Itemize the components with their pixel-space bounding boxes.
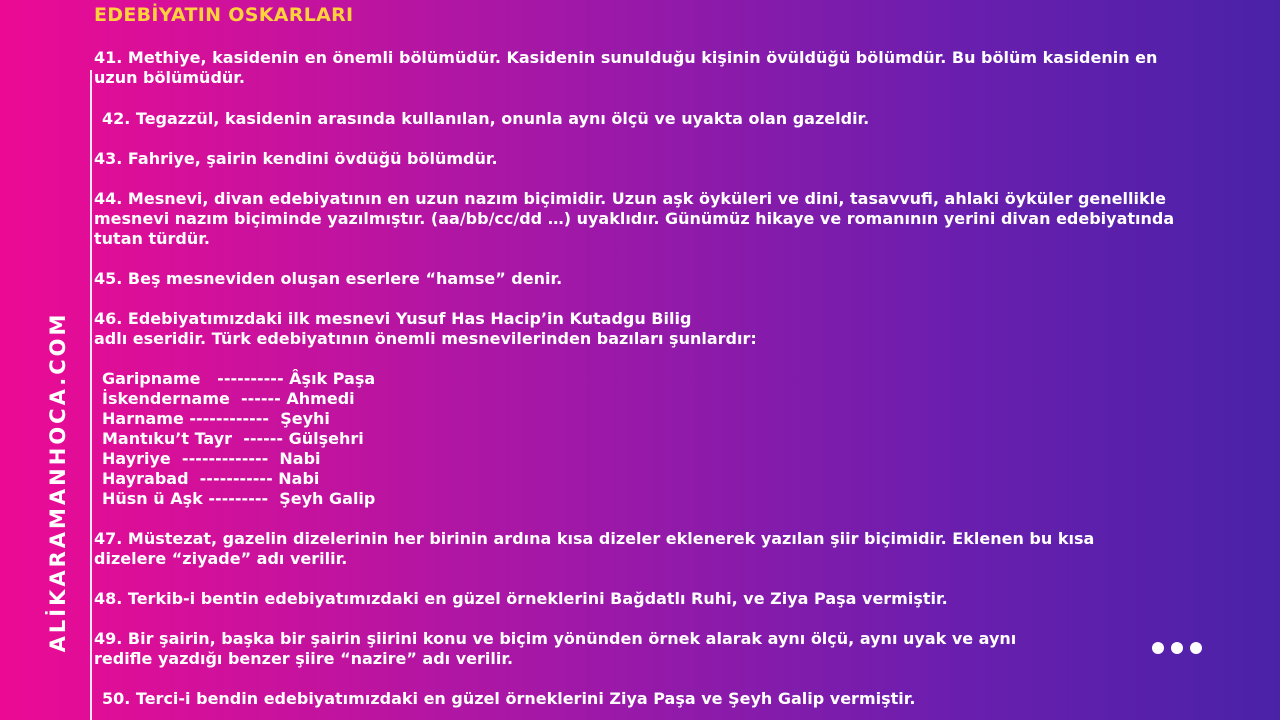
mesnevi-pair: Hüsn ü Aşk --------- Şeyh Galip: [102, 489, 376, 508]
item-44-line-2: mesnevi nazım biçiminde yazılmıştır. (aa/bb/cc/dd …) uyaklıdır. Günümüz hikaye ve romanının yerini divan edebiyatında: [94, 209, 1175, 228]
dot-icon: [1152, 642, 1164, 654]
item-47-line-2: dizelere “ziyade” adı verilir.: [94, 549, 348, 568]
page-title: EDEBİYATIN OSKARLARI: [94, 4, 354, 26]
mesnevi-pair: İskendername ------ Ahmedi: [102, 389, 355, 408]
dot-icon: [1190, 642, 1202, 654]
item-44-line-1: 44. Mesnevi, divan edebiyatının en uzun nazım biçimidir. Uzun aşk öyküleri ve dini, tasavvufi, ahlaki öyküler genellikle: [94, 189, 1166, 208]
item-48: 48. Terkib-i bentin edebiyatımızdaki en güzel örneklerini Bağdatlı Ruhi, ve Ziya Paşa vermiştir.: [94, 589, 948, 608]
site-watermark: ALİKARAMANHOCA.COM: [46, 311, 70, 653]
item-49-line-1: 49. Bir şairin, başka bir şairin şiirini konu ve biçim yönünden örnek alarak aynı ölçü, aynı uyak ve aynı: [94, 629, 1017, 648]
item-42: 42. Tegazzül, kasidenin arasında kullanılan, onunla aynı ölçü ve uyakta olan gazeldir.: [102, 109, 870, 128]
more-dots-icon[interactable]: [1152, 642, 1202, 654]
item-41-line-1: 41. Methiye, kasidenin en önemli bölümüdür. Kasidenin sunulduğu kişinin övüldüğü bölümdür. Bu bölüm kasidenin en: [94, 48, 1158, 67]
dot-icon: [1171, 642, 1183, 654]
item-46-line-1: 46. Edebiyatımızdaki ilk mesnevi Yusuf Has Hacip’in Kutadgu Bilig: [94, 309, 692, 328]
mesnevi-pair: Garipname ---------- Âşık Paşa: [102, 369, 376, 388]
mesnevi-pair: Harname ------------ Şeyhi: [102, 409, 330, 428]
item-50: 50. Terci-i bendin edebiyatımızdaki en güzel örneklerini Ziya Paşa ve Şeyh Galip vermiştir.: [102, 689, 916, 708]
item-46-line-2: adlı eseridir. Türk edebiyatının önemli mesnevilerinden bazıları şunlardır:: [94, 329, 757, 348]
mesnevi-pair: Hayriye ------------- Nabi: [102, 449, 321, 468]
item-41-line-2: uzun bölümüdür.: [94, 68, 245, 87]
item-49-line-2: redifle yazdığı benzer şiire “nazire” adı verilir.: [94, 649, 514, 668]
mesnevi-pair: Mantıku’t Tayr ------ Gülşehri: [102, 429, 364, 448]
item-45: 45. Beş mesneviden oluşan eserlere “hamse” denir.: [94, 269, 563, 288]
item-44-line-3: tutan türdür.: [94, 229, 210, 248]
item-43: 43. Fahriye, şairin kendini övdüğü bölümdür.: [94, 149, 498, 168]
divider-line: [90, 70, 92, 720]
mesnevi-pair: Hayrabad ----------- Nabi: [102, 469, 320, 488]
item-47-line-1: 47. Müstezat, gazelin dizelerinin her birinin ardına kısa dizeler eklenerek yazılan şiir biçimidir. Eklenen bu kısa: [94, 529, 1095, 548]
